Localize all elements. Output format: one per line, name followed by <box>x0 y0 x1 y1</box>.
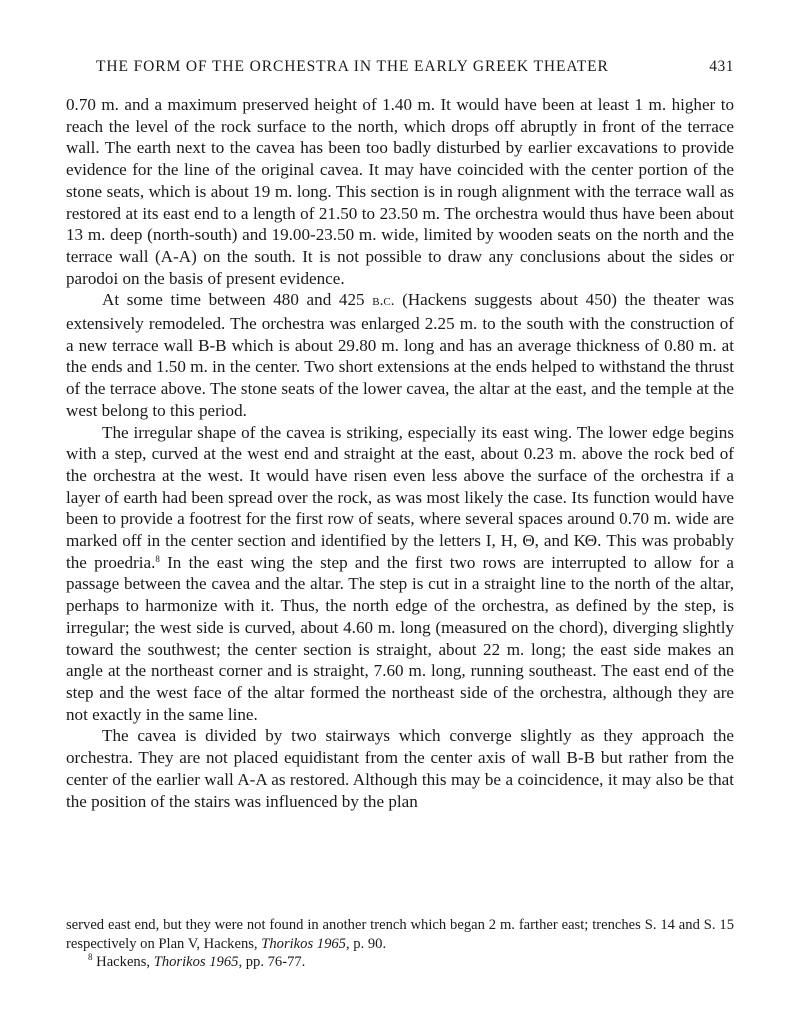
paragraph-3 <box>66 422 734 726</box>
running-title: THE FORM OF THE ORCHESTRA IN THE EARLY GREEK THEATER <box>96 58 609 75</box>
running-head <box>70 58 734 82</box>
footnote-continuation-title: Thorikos 1965 <box>261 935 346 952</box>
paragraph-1: 0.70 m. and a maximum preserved height of 1.40 m. It would have been at least 1 m. higher to reach the level of the rock surface to the north, which drops off abruptly in front of the terrace wall. The earth next to the cavea has been too badly disturbed by earlier excavations to provide evidence for the line of the original cavea. It may have coincided with the center portion of the stone seats, which is about 19 m. long. This section is in rough alignment with the terrace wall as restored at its east end to a length of 21.50 to 23.50 m. The orchestra would thus have been about 13 m. deep (north-south) and 19.00-23.50 m. wide, limited by wooden seats on the north and the terrace wall (A-A) on the south. It is not possible to draw any conclusions about the sides or parodoi on the basis of present evidence. <box>66 95 734 288</box>
footnote-8-author: Hackens, <box>92 954 154 970</box>
era-abbreviation: b.c. <box>372 293 395 310</box>
footnote-continuation-page: , p. 90. <box>345 935 387 952</box>
footnote-continuation-text: served east end, but they were not found in another trench which began 2 m. farther east; trenches S. 14 and S. 15 respectively on Plan V, Hackens, <box>66 917 734 952</box>
footnote-8-number: 8 <box>88 952 93 962</box>
paragraph-3-start: The irregular shape of the cavea is striking, especially its east wing. The lower edge begins with a step, curved at the west end and straight at the east, about 0.23 m. above the rock bed of the orchestra at the west. It would have risen even less above the surface of the orchestra if a layer of earth had been spread over the rock, as was most likely the case. Its function would have been to provide a footrest for the first row of seats, where several spaces around 0.70 m. wide are marked off in the center section and identified by the letters Ι, Η, Θ, and ΚΘ. This was probably the proedria. <box>66 422 734 572</box>
paragraph-2 <box>66 289 734 421</box>
paragraph-4: The cavea is divided by two stairways which converge slightly as they approach the orchestra. They are not placed equidistant from the center axis of wall B-B but rather from the center of the earlier wall A-A as restored. Although this may be a coincidence, it may also be that the position of the stairs was influenced by the plan <box>66 726 734 811</box>
paragraph-3-rest: In the east wing the step and the first two rows are interrupted to allow for a passage between the cavea and the altar. The step is cut in a straight line to the north of the altar, perhaps to harmonize with it. Thus, the north edge of the orchestra, as defined by the step, is irregular; the west side is curved, about 4.60 m. long (measured on the chord), diverging slightly toward the southwest; the center section is straight, about 22 m. long; the east side makes an angle at the northeast corner and is straight, 7.60 m. long, running southeast. The east end of the step and the west face of the altar formed the northeast side of the orchestra, although they are not exactly in the same line. <box>66 552 734 724</box>
footnotes <box>66 916 734 972</box>
paragraph-2-rest: (Hackens suggests about 450) the theater was extensively remodeled. The orchestra was enlarged 2.25 m. to the south with the construction of a new terrace wall B-B which is about 29.80 m. long and has an average thickness of 0.80 m. at the ends and 1.50 m. in the center. Two short extensions at the ends helped to withstand the thrust of the terrace above. The stone seats of the lower cavea, the altar at the east, and the temple at the west belong to this period. <box>66 290 734 420</box>
footnote-marker-8: 8 <box>155 553 160 564</box>
paragraph-2-start: At some time between 480 and 425 <box>102 290 365 310</box>
page-number: 431 <box>709 58 734 75</box>
footnote-8-pages: , pp. 76-77. <box>238 954 306 970</box>
footnote-8-title: Thorikos 1965 <box>153 954 239 970</box>
footnote-continuation <box>66 916 734 953</box>
body-text <box>66 94 734 812</box>
footnote-8 <box>66 953 734 972</box>
